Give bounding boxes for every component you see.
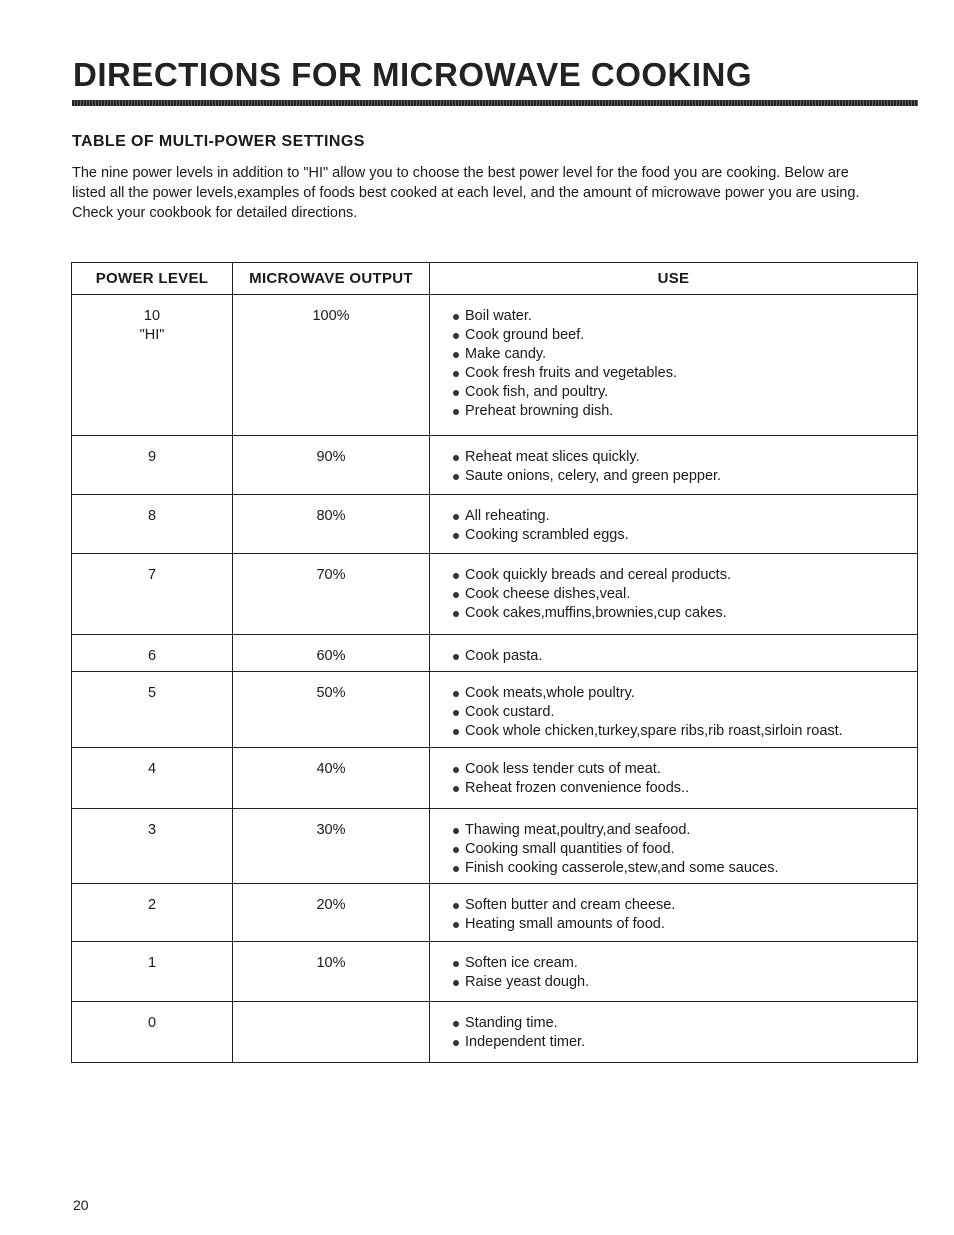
use-item: Cook fish, and poultry. bbox=[452, 383, 917, 402]
page-number: 20 bbox=[73, 1197, 89, 1213]
use-item: Reheat meat slices quickly. bbox=[452, 448, 917, 467]
microwave-output-cell bbox=[233, 1002, 430, 1063]
use-item: Cook cheese dishes,veal. bbox=[452, 585, 917, 604]
use-item: Cook fresh fruits and vegetables. bbox=[452, 364, 917, 383]
power-level-cell bbox=[72, 942, 233, 1002]
power-level-cell bbox=[72, 809, 233, 884]
header-use: USE bbox=[430, 263, 918, 295]
power-level-cell bbox=[72, 635, 233, 672]
use-cell bbox=[430, 809, 918, 884]
table-header-row bbox=[72, 263, 918, 295]
table-row bbox=[72, 495, 918, 554]
use-list bbox=[452, 507, 917, 545]
microwave-output-cell: 50% bbox=[233, 672, 430, 748]
page-title: DIRECTIONS FOR MICROWAVE COOKING bbox=[73, 56, 753, 93]
power-level-cell bbox=[72, 884, 233, 942]
use-item: Reheat frozen convenience foods.. bbox=[452, 779, 917, 798]
use-list bbox=[452, 647, 917, 666]
use-list bbox=[452, 954, 917, 992]
use-list bbox=[452, 896, 917, 934]
use-item: Independent timer. bbox=[452, 1033, 917, 1052]
use-list bbox=[452, 760, 917, 798]
power-level-value: 6 bbox=[147, 648, 157, 664]
use-cell bbox=[430, 672, 918, 748]
table-row bbox=[72, 635, 918, 672]
microwave-output-cell: 10% bbox=[233, 942, 430, 1002]
use-cell bbox=[430, 884, 918, 942]
use-item: Cook meats,whole poultry. bbox=[452, 684, 917, 703]
use-item: Soften ice cream. bbox=[452, 954, 917, 973]
use-list bbox=[452, 1014, 917, 1052]
use-item: Cooking small quantities of food. bbox=[452, 840, 917, 859]
power-level-value: 10 bbox=[143, 308, 161, 324]
use-cell bbox=[430, 495, 918, 554]
table-row bbox=[72, 295, 918, 436]
table-row bbox=[72, 1002, 918, 1063]
use-item: Finish cooking casserole,stew,and some sauces. bbox=[452, 859, 917, 878]
use-cell bbox=[430, 1002, 918, 1063]
power-level-cell bbox=[72, 554, 233, 635]
use-item: Cook ground beef. bbox=[452, 326, 917, 345]
title-rule bbox=[72, 100, 918, 106]
power-level-cell bbox=[72, 495, 233, 554]
use-item: Cook quickly breads and cereal products. bbox=[452, 566, 917, 585]
use-list bbox=[452, 684, 917, 741]
power-level-cell bbox=[72, 672, 233, 748]
power-level-value: 0 bbox=[147, 1015, 157, 1031]
table-row bbox=[72, 884, 918, 942]
microwave-output-cell: 30% bbox=[233, 809, 430, 884]
power-level-value: 2 bbox=[147, 897, 157, 913]
use-list bbox=[452, 307, 917, 421]
use-item: Cook pasta. bbox=[452, 647, 917, 666]
power-level-label: "HI" bbox=[139, 327, 165, 343]
use-item: Heating small amounts of food. bbox=[452, 915, 917, 934]
use-cell bbox=[430, 295, 918, 436]
power-level-value: 4 bbox=[147, 761, 157, 777]
power-level-cell bbox=[72, 1002, 233, 1063]
use-cell bbox=[430, 748, 918, 809]
microwave-output-cell: 100% bbox=[233, 295, 430, 436]
power-level-value: 8 bbox=[147, 508, 157, 524]
table-row bbox=[72, 809, 918, 884]
use-item: Soften butter and cream cheese. bbox=[452, 896, 917, 915]
microwave-output-cell: 90% bbox=[233, 436, 430, 495]
use-item: Preheat browning dish. bbox=[452, 402, 917, 421]
use-cell bbox=[430, 554, 918, 635]
use-list bbox=[452, 821, 917, 878]
use-item: Boil water. bbox=[452, 307, 917, 326]
use-item: Saute onions, celery, and green pepper. bbox=[452, 467, 917, 486]
power-level-value: 5 bbox=[147, 685, 157, 701]
use-item: Cook custard. bbox=[452, 703, 917, 722]
power-level-value: 9 bbox=[147, 449, 157, 465]
use-item: Raise yeast dough. bbox=[452, 973, 917, 992]
use-item: Cook whole chicken,turkey,spare ribs,rib roast,sirloin roast. bbox=[452, 722, 917, 741]
table-row bbox=[72, 436, 918, 495]
use-item: Cook less tender cuts of meat. bbox=[452, 760, 917, 779]
microwave-output-cell: 70% bbox=[233, 554, 430, 635]
power-level-cell bbox=[72, 436, 233, 495]
power-level-value: 1 bbox=[147, 955, 157, 971]
header-microwave-output: MICROWAVE OUTPUT bbox=[233, 263, 430, 295]
microwave-output-cell: 40% bbox=[233, 748, 430, 809]
use-item: All reheating. bbox=[452, 507, 917, 526]
use-list bbox=[452, 448, 917, 486]
use-list bbox=[452, 566, 917, 623]
table-row bbox=[72, 554, 918, 635]
microwave-output-cell: 20% bbox=[233, 884, 430, 942]
use-item: Make candy. bbox=[452, 345, 917, 364]
section-heading: TABLE OF MULTI-POWER SETTINGS bbox=[72, 133, 365, 150]
microwave-output-cell: 60% bbox=[233, 635, 430, 672]
use-item: Cooking scrambled eggs. bbox=[452, 526, 917, 545]
table-row bbox=[72, 942, 918, 1002]
use-item: Standing time. bbox=[452, 1014, 917, 1033]
table-row bbox=[72, 672, 918, 748]
table-row bbox=[72, 748, 918, 809]
use-cell bbox=[430, 635, 918, 672]
use-item: Thawing meat,poultry,and seafood. bbox=[452, 821, 917, 840]
use-cell bbox=[430, 436, 918, 495]
intro-paragraph: The nine power levels in addition to "HI" allow you to choose the best power level for the food you are cooking. Below are listed all the power levels,examples of foods best cooked at each level, and the amount of microwave power you are using. Check your cookbook for detailed directions. bbox=[72, 165, 860, 221]
power-level-cell bbox=[72, 748, 233, 809]
use-cell bbox=[430, 942, 918, 1002]
use-item: Cook cakes,muffins,brownies,cup cakes. bbox=[452, 604, 917, 623]
power-level-cell bbox=[72, 295, 233, 436]
microwave-output-cell: 80% bbox=[233, 495, 430, 554]
power-settings-table bbox=[71, 262, 918, 1063]
power-level-value: 3 bbox=[147, 822, 157, 838]
power-level-value: 7 bbox=[147, 567, 157, 583]
header-power-level: POWER LEVEL bbox=[72, 263, 233, 295]
